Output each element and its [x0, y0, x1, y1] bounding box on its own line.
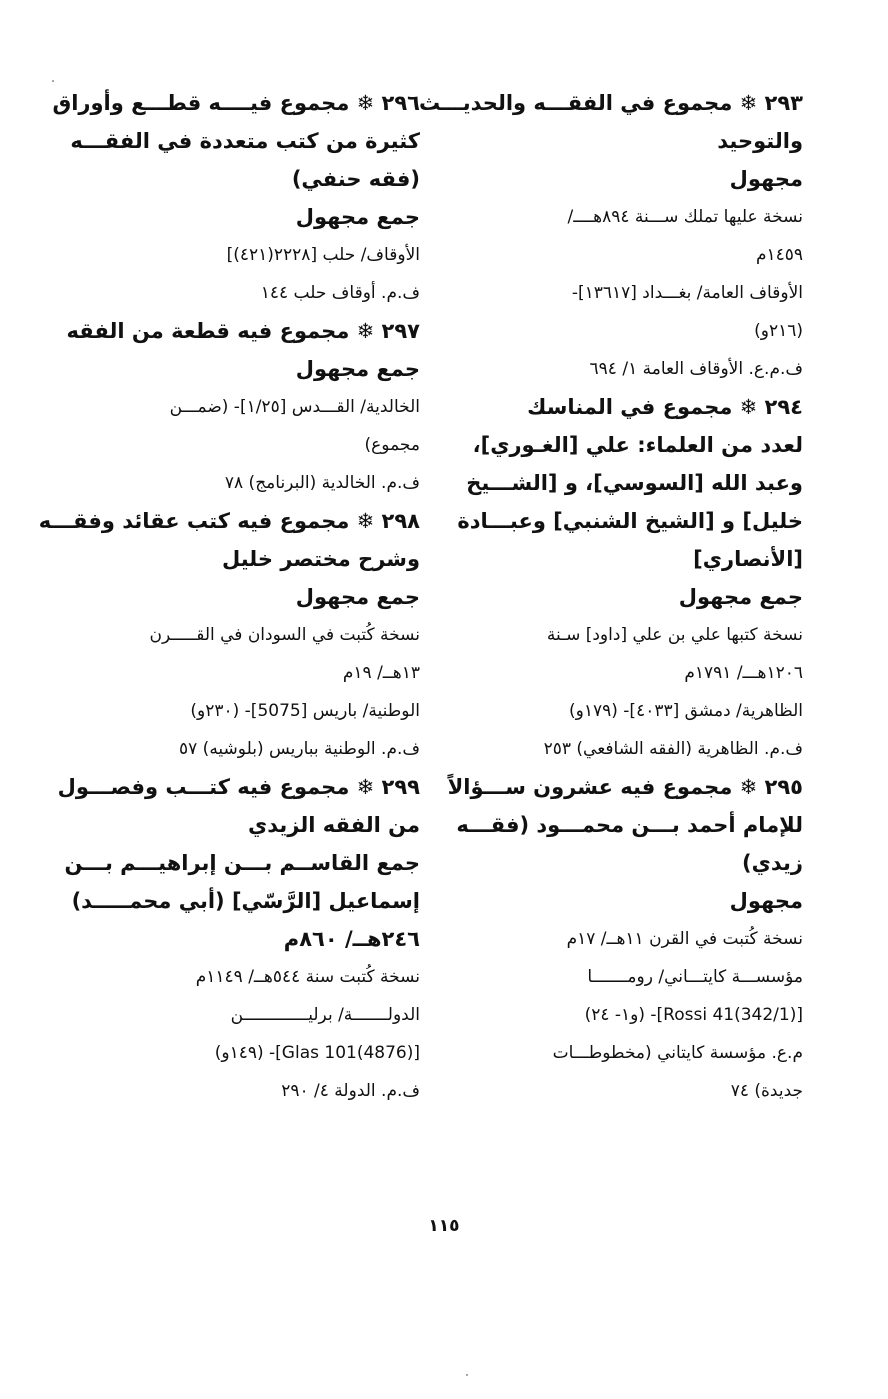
catalog-entry-299: [57, 768, 420, 1110]
entry-title-line: جمع مجهول: [295, 205, 420, 229]
entry-title-line: كثيرة من كتب متعددة في الفقـــه: [70, 129, 420, 153]
entry-detail-line: مجموع): [364, 435, 420, 455]
left-column: [38, 84, 420, 1110]
entry-detail-line: ١٤٥٩م: [755, 245, 803, 265]
entry-detail-line: نسخة كُتبت سنة ٥٤٤هــ/ ١١٤٩م: [195, 967, 420, 987]
entry-title-line: خليل] و [الشيخ الشنبي] وعبـــادة: [457, 509, 803, 533]
entry-detail-line: ١٢٠٦هـــ/ ١٧٩١م: [684, 663, 803, 683]
entry-title-line: جمع القاســم بـــن إبراهيـــم بـــن: [64, 851, 420, 875]
scan-speck: [52, 80, 54, 82]
entry-title-line: جمع مجهول: [295, 357, 420, 381]
entry-heading: ٢٩٣ ❄ مجموع في الفقـــه والحديـــث: [419, 91, 803, 115]
entry-detail-line: ف.م.ع. الأوقاف العامة ١/ ٦٩٤: [589, 359, 803, 379]
entry-detail-line: ف.م. أوقاف حلب ١٤٤: [260, 283, 420, 303]
entry-title-line: مجهول: [729, 167, 803, 191]
entry-heading: ٢٩٦ ❄ مجموع فيــــه قطـــع وأوراق: [52, 91, 420, 115]
entry-detail-line: الأوقاف/ حلب [٢٢٢٨(٤٢١)]: [226, 245, 420, 265]
entry-title-line: إسماعيل [الرَّسّي] (أبي محمـــــد): [71, 889, 420, 913]
entry-detail-line: نسخة كتبها علي بن علي [داود] سـنة: [546, 625, 803, 645]
catalog-entry-294: [458, 388, 803, 768]
entry-detail-line: ف.م. الظاهرية (الفقه الشافعي) ٢٥٣: [543, 739, 803, 759]
entry-title-line: جمع مجهول: [295, 585, 420, 609]
catalog-entry-298: [38, 502, 420, 768]
entry-detail-line: ١٣هــ/ ١٩م: [342, 663, 420, 683]
entry-detail-line: الدولـــــــة/ برليـــــــــــــن: [230, 1005, 420, 1025]
entry-detail-line: الظاهرية/ دمشق [٤٠٣٣]- (١٧٩و): [569, 701, 803, 721]
entry-heading: ٢٩٩ ❄ مجموع فيه كتـــب وفصـــول: [57, 775, 420, 799]
entry-detail-line: [Rossi 41(342/1)]- (و١- ٢٤): [584, 1005, 803, 1025]
entry-title-line: (فقه حنفي): [291, 167, 420, 191]
entry-title-line: زيدي): [742, 851, 803, 875]
entry-detail-line: جديدة) ٧٤: [730, 1081, 803, 1101]
entry-detail-line: مؤسســـة كايتـــاني/ رومـــــــا: [587, 967, 803, 987]
entry-heading: ٢٩٧ ❄ مجموع فيه قطعة من الفقه: [66, 319, 420, 343]
entry-title-line: ٢٤٦هــ/ ٨٦٠م: [283, 927, 420, 951]
entry-detail-line: ف.م. الوطنية بباريس (بلوشيه) ٥٧: [179, 739, 420, 759]
entry-title-line: للإمام أحمد بـــن محمـــود (فقـــه: [456, 813, 803, 837]
entry-title-line: وشرح مختصر خليل: [221, 547, 420, 571]
entry-detail-line: نسخة كُتبت في القرن ١١هــ/ ١٧م: [566, 929, 803, 949]
entry-detail-line: (٢١٦و): [754, 321, 803, 341]
entry-title-line: والتوحيد: [717, 129, 803, 153]
entry-heading: ٢٩٨ ❄ مجموع فيه كتب عقائد وفقـــه: [38, 509, 420, 533]
catalog-entry-297: [66, 312, 420, 502]
entry-detail-line: الخالدية/ القـــدس [١/٢٥]- (ضمـــن: [169, 397, 420, 417]
entry-detail-line: الأوقاف العامة/ بغـــداد [١٣٦١٧]-: [571, 283, 803, 303]
entry-title-line: مجهول: [729, 889, 803, 913]
entry-title-line: وعبد الله [السوسي]، و [الشـــيخ: [466, 471, 803, 495]
catalog-entry-295: [447, 768, 803, 1110]
entry-title-line: [الأنصاري]: [693, 547, 803, 571]
entry-title-line: جمع مجهول: [678, 585, 803, 609]
catalog-entry-293: [419, 84, 803, 388]
entry-title-line: لعدد من العلماء: علي [الغـوري]،: [472, 433, 803, 457]
entry-detail-line: نسخة عليها تملك ســـنة ٨٩٤هــــ/: [567, 207, 803, 227]
entry-detail-line: ف.م. الدولة ٤/ ٢٩٠: [281, 1081, 420, 1101]
entry-heading: ٢٩٥ ❄ مجموع فيه عشرون ســـؤالاً: [447, 775, 803, 799]
entry-detail-line: ف.م. الخالدية (البرنامج) ٧٨: [224, 473, 420, 493]
scan-speck: [466, 1374, 468, 1376]
entry-title-line: من الفقه الزيدي: [248, 813, 420, 837]
page-number: ١١٥: [428, 1216, 460, 1236]
catalog-entry-296: [52, 84, 420, 312]
entry-detail-line: الوطنية/ باريس [5075]- (٢٣٠و): [190, 701, 420, 721]
entry-detail-line: [Glas 101(4876)]- (١٤٩و): [214, 1043, 420, 1063]
right-column: [419, 84, 803, 1110]
entry-detail-line: م.ع. مؤسسة كايتاني (مخطوطـــات: [552, 1043, 803, 1063]
entry-heading: ٢٩٤ ❄ مجموع في المناسك: [527, 395, 803, 419]
entry-detail-line: نسخة كُتبت في السودان في القـــــرن: [149, 625, 420, 645]
